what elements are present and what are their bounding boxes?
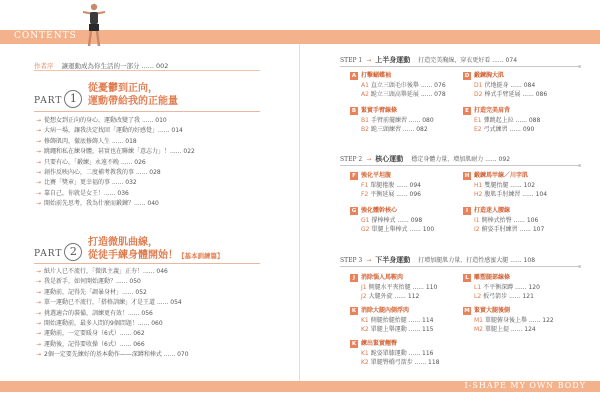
part-word: PART <box>34 96 63 106</box>
part-number-badge: 1 <box>64 90 82 108</box>
divider <box>340 165 580 166</box>
part1-title <box>88 82 178 108</box>
exercise-entry: I2 俯姿手肘練習 ...... 107 <box>474 226 545 233</box>
step-subtitle: 打造完美胸線，穿衣更好看 ...... 074 <box>418 57 518 64</box>
exercise-entry: M1 單腿俯身後上舉 ...... 122 <box>474 317 554 324</box>
category-badge-icon: J <box>350 274 358 282</box>
category-title: 雕塑腿部線條 <box>474 274 511 281</box>
preface-label: 作者序 <box>34 62 54 70</box>
part2-title-line1: 打造微肌曲線， <box>88 237 158 248</box>
part1-title-line1: 從憂鬱到正向， <box>88 83 158 94</box>
category-badge-icon: I <box>463 207 471 215</box>
category-title: 強化體幹核心 <box>361 207 398 214</box>
list-item[interactable]: → 2個一定要先練好的基本動作——深蹲和棒式 ...... 070 <box>36 351 189 359</box>
divider <box>34 70 260 71</box>
exercise-entry: G1 撐棒棒式 ...... 098 <box>361 217 423 224</box>
model-figure-icon <box>80 2 108 47</box>
part-word: PART <box>34 249 63 259</box>
category-badge-icon: E <box>463 107 471 115</box>
category-title: 鍛鍊馬甲線／川字肌 <box>474 172 529 179</box>
part1-label <box>34 88 82 108</box>
exercise-entry: J2 大腿外旋 ...... 112 <box>361 293 420 300</box>
exercise-entry: I1 側棒式抬臀 ...... 106 <box>474 217 539 224</box>
category-group[interactable] <box>350 339 439 367</box>
list-item[interactable]: → 靠自己，你就是女王！...... 036 <box>36 189 129 197</box>
category-group[interactable] <box>463 171 547 199</box>
exercise-entry: H2 腹肌手肘練習 ...... 104 <box>474 191 548 198</box>
step-label: STEP 2 <box>340 156 363 163</box>
category-title: 消除大腿內側浮肉 <box>361 307 410 314</box>
exercise-entry: E2 弓式練習 ...... 090 <box>474 126 535 133</box>
category-badge-icon: B <box>351 107 357 114</box>
category-badge-icon: L <box>463 274 471 282</box>
category-badge-icon: G <box>351 207 357 214</box>
exercise-entry: K1 側腿抬腿抬腿 ...... 114 <box>361 317 434 324</box>
step-subtitle: 穩定身體力量、增加肌耐力 ...... 092 <box>411 156 511 163</box>
part2-list <box>36 267 189 361</box>
part2-tag: 【基本訓練篇】 <box>178 252 224 260</box>
category-title: 打造完美肩背 <box>474 107 511 114</box>
category-group[interactable] <box>463 106 540 134</box>
preface-entry[interactable] <box>34 61 168 70</box>
list-item[interactable]: → 比賽「獎章」更幸福的事 ...... 032 <box>36 179 137 187</box>
exercise-entry: A2 跪立三頭高舉延展 ...... 078 <box>361 91 446 98</box>
exercise-entry: B2 跪三頭練習 ...... 082 <box>361 126 428 133</box>
category-group[interactable] <box>350 106 434 134</box>
part2-title-line2: 從徒手練身體開始！ <box>88 250 178 261</box>
exercise-entry: E1 彈跳起上拉 ...... 088 <box>474 117 541 124</box>
category-title: 打擊蝴蝶袖 <box>361 72 392 79</box>
category-badge-icon: M <box>464 307 470 314</box>
divider-end-dot <box>578 265 581 268</box>
category-group[interactable] <box>350 306 433 334</box>
list-item[interactable]: → 創作反映內心，二度補考教我的事 ...... 028 <box>36 168 161 176</box>
list-item[interactable]: → 運動後，記得要收操（6式）...... 066 <box>36 340 145 348</box>
category-group[interactable] <box>463 71 547 99</box>
page-title: CONTENTS <box>14 31 77 41</box>
category-title: 消除惱人馬鞍肉 <box>361 274 404 281</box>
category-badge-icon: H <box>464 172 470 179</box>
category-title: 緊實手臂線條 <box>361 107 398 114</box>
divider-end-dot <box>578 164 581 167</box>
category-group[interactable] <box>350 273 437 301</box>
list-item[interactable]: → 單一運動已不流行，「搭格訓練」才是王道 ...... 054 <box>36 299 182 307</box>
exercise-entry: M2 單腿上提 ...... 124 <box>474 326 536 333</box>
exercise-entry: D1 伏地挺身 ...... 084 <box>474 82 536 89</box>
part1-title-line2: 運動帶給我的正能量 <box>88 96 178 107</box>
page-spine <box>299 44 300 381</box>
category-group[interactable] <box>350 171 421 199</box>
part1-list <box>36 116 195 210</box>
step-subtitle: 打增加腿肌力量、打造性感蜜大腿 ...... 108 <box>418 257 536 264</box>
exercise-entry: A1 直立三頭毛巾後舉 ...... 076 <box>361 82 446 89</box>
list-item[interactable]: → 大病一場，讓我決定找回「運動的好感覺」...... 014 <box>36 127 183 135</box>
list-item[interactable]: → 修飾肌肉，徹底修飾人生 ...... 018 <box>36 137 137 145</box>
category-title: 打造迷人腰線 <box>474 207 511 214</box>
divider <box>34 263 260 264</box>
list-item[interactable]: → 挑選適合的裝備，訓練更有效！...... 056 <box>36 309 153 317</box>
category-group[interactable] <box>463 273 540 301</box>
category-badge-icon: K <box>351 307 357 314</box>
list-item[interactable]: → 跳繩和私在練身體，甚實也在聯練「意志力」！...... 022 <box>36 148 195 156</box>
exercise-entry: K2 單腿臀橋弓箭步 ...... 118 <box>361 359 440 366</box>
preface-text: 讓運動成為你生活的一部分 ...... 002 <box>61 62 169 70</box>
list-item[interactable]: → 從想女到正向的身心，運動改變了我 ...... 010 <box>36 117 167 124</box>
exercise-entry: F1 單腿捲腹 ...... 094 <box>361 182 421 189</box>
step-name: 下半身運動 <box>375 256 411 264</box>
step-label: STEP 1 <box>340 57 363 64</box>
part-number-badge: 2 <box>64 243 82 261</box>
exercise-entry: L1 不平衡深蹲 ...... 120 <box>474 284 540 291</box>
divider <box>340 266 580 267</box>
list-item[interactable]: → 紙片人已不流行，「微肌主義」正夯！...... 046 <box>36 268 168 275</box>
category-group[interactable] <box>463 206 544 234</box>
category-badge-icon: A <box>351 72 357 79</box>
exercise-entry: G2 單腿上舉棒式 ...... 100 <box>361 226 435 233</box>
part2-title <box>88 236 224 263</box>
list-item[interactable]: → 開始運動前，最多人問的9個問題！...... 060 <box>36 319 163 327</box>
category-title: 強化平坦腹 <box>361 172 392 179</box>
category-badge-icon: K <box>351 340 357 347</box>
step1-heading[interactable]: STEP 1 → 上半身運動 打造完美胸線，穿衣更好看 ...... 074 <box>340 56 518 64</box>
step2-heading[interactable]: STEP 2 → 核心運動 穩定身體力量、增加肌耐力 ...... 092 <box>340 155 511 163</box>
step-name: 上半身運動 <box>375 56 411 64</box>
divider-end-dot <box>578 65 581 68</box>
list-item[interactable]: → 開始前先思考，我為什麼而鍛鍊？...... 040 <box>36 200 159 208</box>
category-group[interactable] <box>350 206 434 234</box>
category-badge-icon: F <box>350 172 358 180</box>
exercise-entry: B1 手臂前擺練習 ...... 080 <box>361 117 434 124</box>
exercise-entry: L2 扳弓箭步 ...... 121 <box>474 293 534 300</box>
list-item[interactable]: → 我是新手，如何開始運動？...... 050 <box>36 278 141 286</box>
exercise-entry: F2 平衡延展 ...... 096 <box>361 191 421 198</box>
exercise-entry: K2 單腿上舉運動 ...... 115 <box>361 326 434 333</box>
category-title: 緊實大腿後側 <box>474 307 511 314</box>
category-group[interactable] <box>463 306 554 334</box>
list-item[interactable]: → 只要有心，「鍛練」永遠不晚 ...... 026 <box>36 158 146 166</box>
list-item[interactable]: → 運動前，記得先「調暴身材」...... 052 <box>36 288 147 296</box>
step3-heading[interactable]: STEP 3 → 下半身運動 打增加腿肌力量、打造性感蜜大腿 ...... 108 <box>340 256 536 264</box>
divider <box>34 111 260 112</box>
divider <box>340 66 580 67</box>
exercise-entry: D2 棒式手臂延展 ...... 086 <box>474 91 548 98</box>
category-group[interactable] <box>350 71 446 99</box>
category-badge-icon: D <box>464 72 470 79</box>
part2-label <box>34 241 82 261</box>
step-label: STEP 3 <box>340 257 363 264</box>
list-item[interactable]: → 運動前，一定要暖身（6式）...... 062 <box>36 330 145 338</box>
exercise-entry: J1 側腿水平夾抬腿 ...... 110 <box>361 284 438 291</box>
exercise-entry: H1 雙腿抬腿 ...... 102 <box>474 182 536 189</box>
category-title: 練出緊實翹臀 <box>361 340 398 347</box>
exercise-entry: K1 跪姿單膝運動 ...... 116 <box>361 350 434 357</box>
footer-title: I-SHAPE MY OWN BODY <box>464 381 586 390</box>
step-name: 核心運動 <box>375 155 404 163</box>
category-title: 鍛鍊胸大肌 <box>474 72 505 79</box>
